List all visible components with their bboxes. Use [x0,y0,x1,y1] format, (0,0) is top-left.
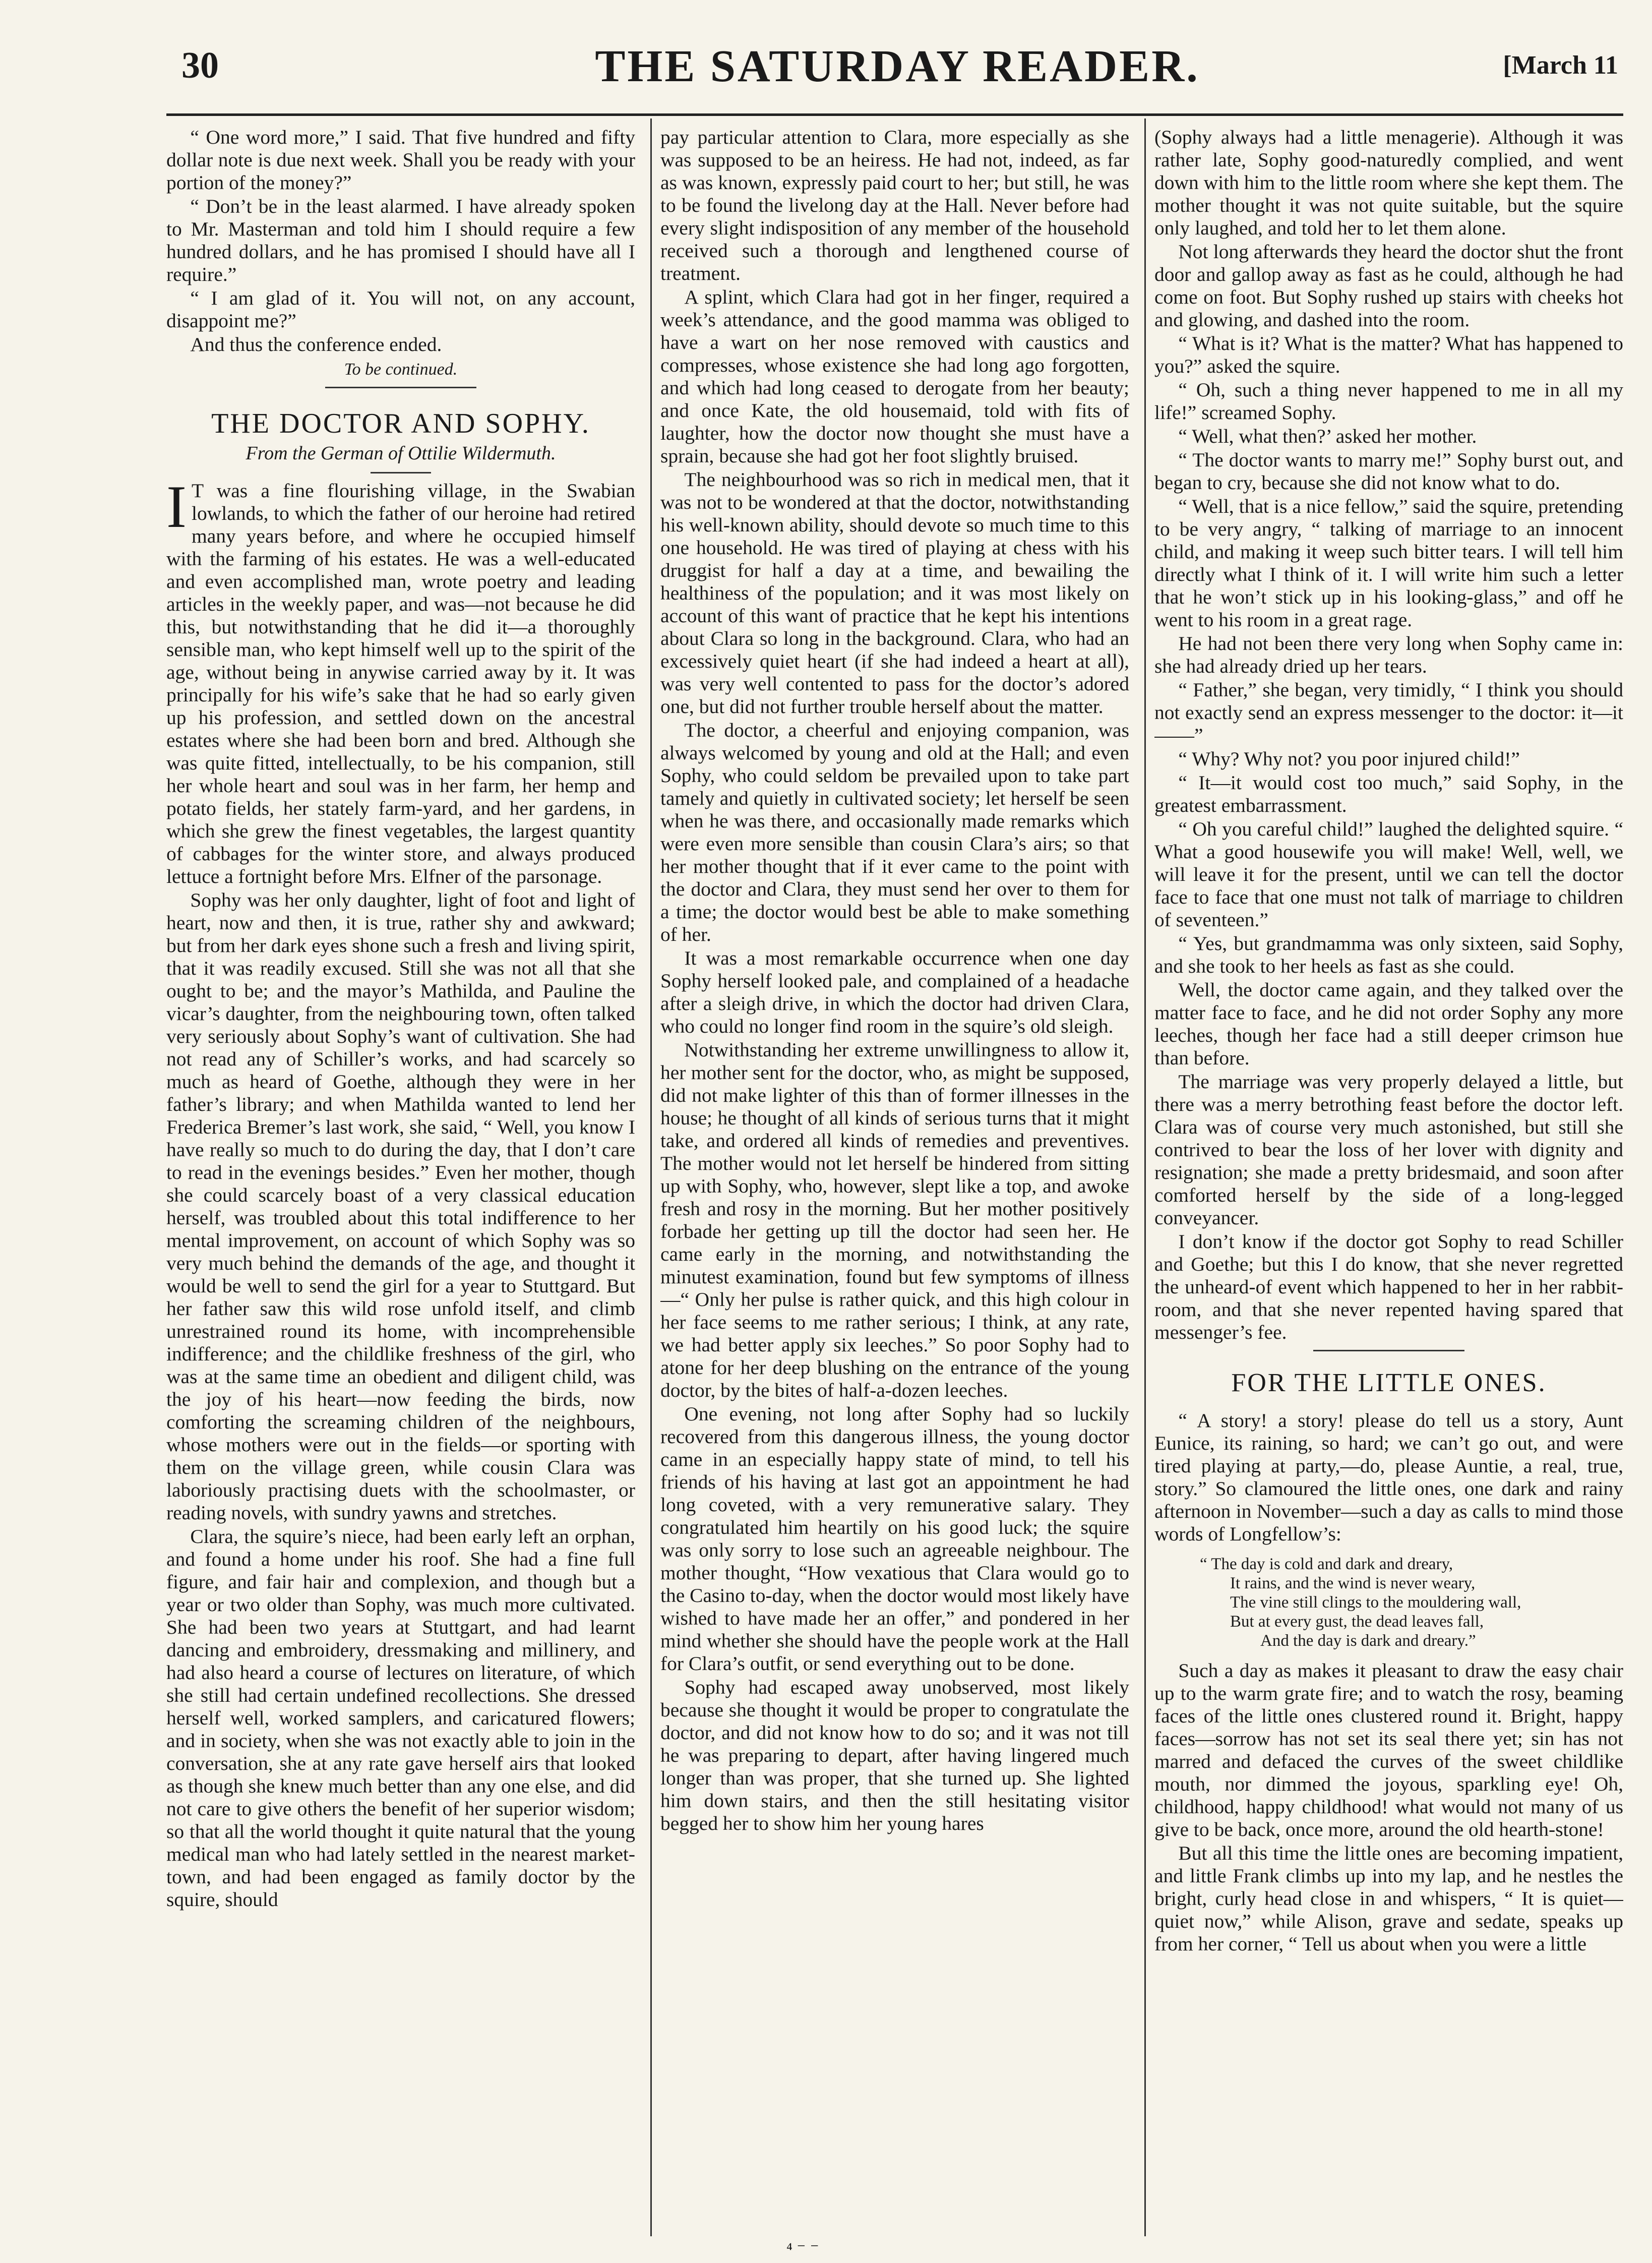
paragraph: (Sophy always had a little menagerie). Although it was rather late, Sophy good-naturedly complied, and went down with him to the little room where she kept them. The mother thought it was not quite suitable, but the squire only laughed, and told her to let them alone. [1154,126,1623,239]
paragraph: “ The doctor wants to marry me!” Sophy burst out, and began to cry, because she did not know what to do. [1154,449,1623,494]
paragraph: “ Father,” she began, very timidly, “ I think you should not exactly send an express messenger to the doctor: it—it——” [1154,679,1623,746]
paragraph: The doctor, a cheerful and enjoying companion, was always welcomed by young and old at the Hall; and even Sophy, who could seldom be prevailed upon to take part tamely and quietly in cultivated society; let herself be seen when he was there, and occasionally made remarks which were even more sensible than cousin Clara’s airs; so that her mother thought that if it ever came to the point with the doctor and Clara, they must send her over to them for a time; the doctor would best be able to make something of her. [660,719,1129,945]
section-rule [325,387,476,388]
header-rule [166,113,1623,116]
paragraph: The neighbourhood was so rich in medical men, that it was not to be wondered at that the doctor, notwithstanding his well-known ability, should devote so much time to this one household. He was tired of playing at chess with his druggist for half a day at a time, and bewailing the healthiness of the population; and it was most likely on account of this want of practice that he kept his intentions about Clara so long in the background. Clara, who had an excessively quiet heart (if she had indeed a heart at all), was very well contented to pass for the doctor’s adored one, but did not further trouble herself about the matter. [660,468,1129,718]
column-3 [1154,126,1623,2224]
paragraph: “ Yes, but grandmamma was only sixteen, said Sophy, and she took to her heels as fast as she could. [1154,932,1623,977]
paragraph: “ I am glad of it. You will not, on any account, disappoint me?” [166,287,635,332]
poem-line: But at every gust, the dead leaves fall, [1230,1613,1484,1631]
paragraph: pay particular attention to Clara, more especially as she was supposed to be an heiress. He had not, indeed, as far as was known, expressly paid court to her; but still, he was to be found the livelong day at the Hall. Never before had every slight indisposition of any member of the household received such a thorough and lengthened course of treatment. [660,126,1129,284]
column-1 [166,126,635,2224]
paragraph: Not long afterwards they heard the doctor shut the front door and gallop away as fast as he could, although he had come on foot. But Sophy rushed up stairs with cheeks hot and glowing, and dashed into the room. [1154,241,1623,331]
paragraph: Clara, the squire’s niece, had been early left an orphan, and found a home under his roof. She had a fine full figure, and fair hair and complexion, and though but a year or two older than Sophy, was much more cultivated. She had been two years at Stuttgart, and had learnt dancing and embroidery, dressmaking and millinery, and had also heard a course of lectures on literature, of which she still had certain undefined recollections. She dressed herself well, worked samplers, and caricatured flowers; and in society, when she was not exactly able to join in the conversation, she at any rate gave herself airs that looked as though she knew much better than any one else, and did not care to give others the benefit of her superior wisdom; so that all the world thought it quite natural that the young medical man who had lately settled in the nearest market-town, and had been engaged as family doctor by the squire, should [166,1525,635,1911]
paragraph: “ Don’t be in the least alarmed. I have already spoken to Mr. Masterman and told him I should require a few hundred dollars, and he has promised I should have all I require.” [166,195,635,285]
poem-quote [1200,1555,1623,1650]
printer-mark: ⁴ ⁻ ⁻ [786,2240,819,2258]
paragraph: “ One word more,” I said. That five hundred and fifty dollar note is due next week. Shall you be ready with your portion of the money?” [166,126,635,194]
poem-line: “ The day is cold and dark and dreary, [1200,1555,1453,1573]
column-divider [1144,118,1146,2236]
paragraph: A splint, which Clara had got in her finger, required a week’s attendance, and the good mamma was obliged to have a wart on her nose removed with caustics and compresses, whose existence she had long ago forgotten, and which had long ceased to derogate from her beauty; and once Kate, the old housemaid, told with fits of laughter, how the doctor now thought she must have a sprain, because she had got her foot slightly bruised. [660,286,1129,467]
paragraph: And thus the conference ended. [190,333,442,355]
paragraph: “ Well, that is a nice fellow,” said the squire, pretending to be very angry, “ talking of marriage to an innocent child, and making it weep such bitter tears. I will tell him directly what I think of it. I will write him such a letter that he won’t stick up in his looking-glass,” and off he went to his room in a great rage. [1154,495,1623,631]
paragraph: “ A story! a story! please do tell us a story, Aunt Eunice, its raining, so hard; we can’t go out, and were tired playing at party,—do, please Auntie, a real, true, story.” So clamoured the little ones, one dark and rainy afternoon in November—such a day as calls to mind those words of Longfellow’s: [1154,1409,1623,1545]
column-divider [650,118,652,2236]
paragraph: The marriage was very properly delayed a little, but there was a merry betrothing feast before the doctor left. Clara was of course very much astonished, but still she contrived to bear the loss of her lover with dignity and resignation; she made a pretty bridesmaid, and soon after comforted herself by the side of a long-legged conveyancer. [1154,1070,1623,1229]
article-subtitle: From the German of Ottilie Wildermuth. [246,443,556,464]
section-title: FOR THE LITTLE ONES. [1231,1368,1547,1397]
poem-line: It rains, and the wind is never weary, [1230,1574,1476,1592]
paragraph: “ Oh, such a thing never happened to me in all my life!” screamed Sophy. [1154,379,1623,424]
masthead [166,40,1628,116]
paragraph-text: T was a fine flourishing village, in the Swabian lowlands, to which the father of our heroine had retired many years before, and where he occupied himself with the farming of his estates. He was a well-educated and even accomplished man, wrote poetry and leading articles in the weekly paper, and was—not because he did this, but notwithstanding that he did it—a thoroughly sensible man, who kept himself well up to the spirit of the age, without being in anywise carried away by it. It was principally for his wife’s sake that he had so early given up his profession, and settled down on the ancestral estates where she had been born and bred. Although she was quite fitted, intellectually, to be his companion, still her whole heart and soul was in her farm, her hemp and potato fields, her stately farm-yard, and her gardens, in which she grew the finest vegetables, the largest quantity of cabbages for the winter store, and always produced lettuce a fortnight before Mrs. Elfner of the parsonage. [166,480,635,887]
to-be-continued: To be continued. [344,360,458,379]
section-rule [1313,1350,1464,1351]
paragraph: One evening, not long after Sophy had so luckily recovered from this dangerous illness, the young doctor came in an especially happy state of mind, to tell his friends of his having at last got an appointment he had long coveted, with a very remunerative salary. They congratulated him heartily on his good luck; the squire was only sorry to lose such an agreeable neighbour. The mother thought, “How vexatious that Clara would go to the Casino to-day, when the doctor would most likely have wished to have made her an offer,” and pondered in her mind whether she should have the people work at the Hall for Clara’s outfit, or send everything out to be done. [660,1403,1129,1675]
paragraph: It was a most remarkable occurrence when one day Sophy herself looked pale, and complained of a headache after a sleigh drive, in which the doctor had driven Clara, who could no longer find room in the squire’s old sleigh. [660,947,1129,1037]
paragraph: “ It—it would cost too much,” said Sophy, in the greatest embarrassment. [1154,771,1623,816]
paragraph: But all this time the little ones are becoming impatient, and little Frank climbs up into my lap, and he nestles the bright, curly head close in and whispers, “ It is quiet—quiet now,” while Alison, grave and sedate, speaks up from her corner, “ Tell us about when you were a little [1154,1842,1623,1955]
paragraph: Sophy had escaped away unobserved, most likely because she thought it would be proper to congratulate the doctor, and did not know how to do so; and it was not till he was preparing to depart, after having lingered much longer than was proper, that she turned up. She lighted him down stairs, and then the still hesitating visitor begged her to show him her young hares [660,1676,1129,1834]
title-rule [371,472,431,473]
paragraph: “ Oh you careful child!” laughed the delighted squire. “ What a good housewife you will make! Well, well, we will leave it for the present, until we can tell the doctor face to face that one must not talk of marriage to children of seventeen.” [1154,818,1623,931]
paragraph: “ Well, what then?’ asked her mother. [1178,425,1477,447]
paragraph: Well, the doctor came again, and they talked over the matter face to face, and he did not order Sophy any more leeches, though her face had a still deeper crimson hue than before. [1154,979,1623,1069]
paragraph: I don’t know if the doctor got Sophy to read Schiller and Goethe; but this I do know, that she never regretted the unheard-of event which happened to her in her rabbit-room, and that she never repented having spared that messenger’s fee. [1154,1230,1623,1343]
page-number: 30 [181,45,219,86]
drop-cap: I [166,473,187,540]
publication-title: THE SATURDAY READER. [595,41,1200,91]
article-title: THE DOCTOR AND SOPHY. [211,408,590,439]
column-2 [660,126,1129,2224]
paragraph: “ Why? Why not? you poor injured child!” [1178,748,1520,770]
paragraph: Notwithstanding her extreme unwillingness to allow it, her mother sent for the doctor, who, as might be supposed, did not make lighter of this than of former illnesses in the house; he thought of all kinds of serious turns that it might take, and ordered all kinds of remedies and preventives. The mother would not let herself be hindered from sitting up with Sophy, who, however, slept like a top, and awoke fresh and rosy in the morning. But her mother positively forbade her getting up till the doctor had seen her. He came early in the morning, and notwithstanding the minutest examination, found but few symptoms of illness—“ Only her pulse is rather quick, and this high colour in her face seems to me rather serious; I think, at any rate, we had better apply six leeches.” So poor Sophy had to atone for her deep blushing on the entrance of the young doctor, by the bites of half-a-dozen leeches. [660,1039,1129,1401]
paragraph: Sophy was her only daughter, light of foot and light of heart, now and then, it is true, rather shy and awkward; but from her dark eyes shone such a fresh and living spirit, that it was readily excused. Still she was not all that she ought to be; and the mayor’s Mathilda, and Pauline the vicar’s daughter, from the neighbouring town, often talked very seriously about Sophy’s want of cultivation. She had not read any of Schiller’s works, and had scarcely so much as heard of Goethe, although they were in her father’s library; and when Mathilda wanted to lend her Frederica Bremer’s last work, she said, “ Well, you know I have really so much to do during the day, that I don’t care to read in the evenings besides.” Even her mother, though she could scarcely boast of a very classical education herself, was troubled about this total indifference to her mental improvement, on account of which Sophy was so very much behind the demands of the age, and thought it would be well to send the girl for a year to Stuttgard. But her father saw this wild rose unfold itself, and climb unrestrained round its home, with incomprehensible indifference; and the childlike freshness of the girl, who was at the same time an obedient and diligent child, was the joy of his heart—now feeding the birds, now comforting the screaming children of the neighbours, whose mothers were out in the fields—or sporting with them on the village green, while cousin Clara was laboriously practising duets with the schoolmaster, or reading novels, with sundry yawns and stretches. [166,889,635,1524]
poem-line: The vine still clings to the mouldering wall, [1230,1593,1521,1612]
poem-line: And the day is dark and dreary.” [1260,1632,1476,1650]
issue-date: [March 11 [1503,51,1618,80]
paragraph: He had not been there very long when Sophy came in: she had already dried up her tears. [1154,632,1623,677]
paragraph: “ What is it? What is the matter? What has happened to you?” asked the squire. [1154,332,1623,377]
opening-paragraph [166,473,635,888]
paragraph: Such a day as makes it pleasant to draw the easy chair up to the warm grate fire; and to watch the rosy, beaming faces of the little ones clustered round it. Bright, happy faces—sorrow has not set its seal there yet; sin has not marred and defaced the curves of the sweet childlike mouth, nor dimmed the joyous, sparkling eye! Oh, childhood, happy childhood! what would not many of us give to be back, once more, around the old hearth-stone! [1154,1659,1623,1840]
